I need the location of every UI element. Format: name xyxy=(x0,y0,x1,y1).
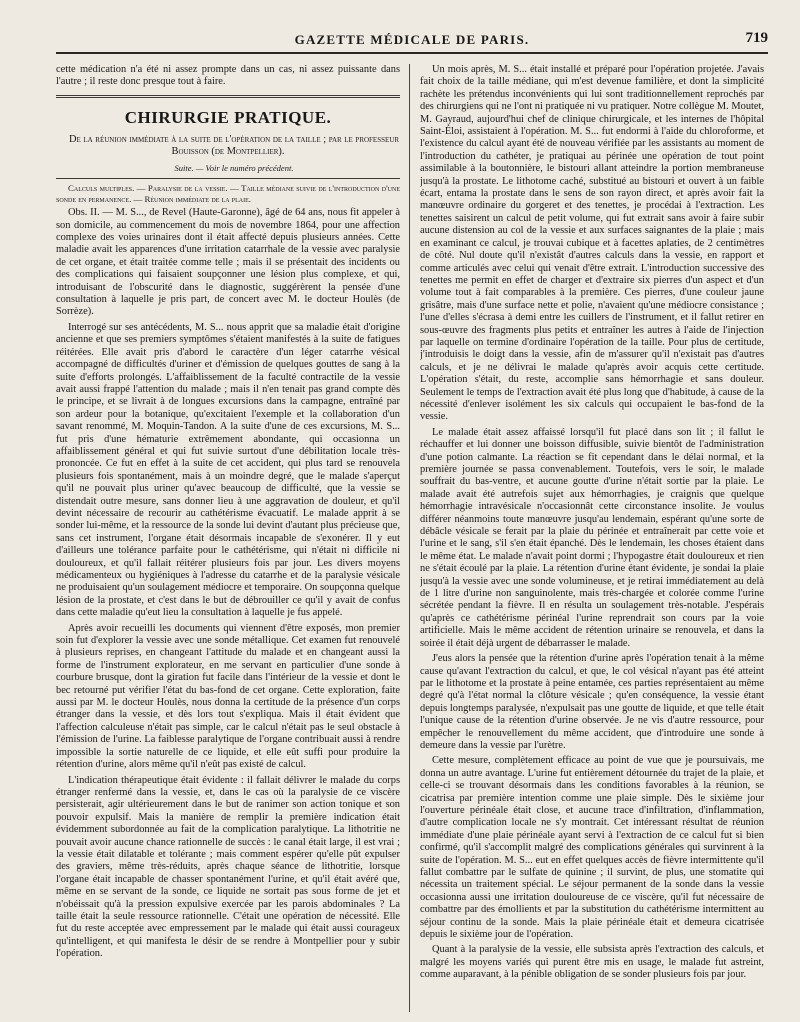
right-column xyxy=(420,64,764,1012)
page-number: 719 xyxy=(745,30,768,46)
article-title: De la réunion immédiate à la suite de l'opération de la taille ; par le professeur Bouisson (de Montpellier). xyxy=(68,133,399,158)
body-paragraph: Un mois après, M. S... était installé et préparé pour l'opération projetée. J'avais fait choix de la taille médiane, qui m'est devenue familière, et dont la simplicité rachète les prétendus inconvénients qui lui sont traditionnellement reprochés par des chirurgiens qui ne l'ont ni pratiquée ni vu pratiquer. Notre collègue M. Moutet, M. Gayraud, aujourd'hui chef de clinique chirurgicale, et les internes de l'hôpital Saint-Éloi, assistaient à l'opération. M. S... fut endormi à l'aide du chloroforme, et l'existence du calcul ayant été de nouveau vérifiée par les assistants au moment de l'introduction du cathéter, je pratiquai au périnée une opération de tout point assimilable à la boutonnière, le bistouri allant atteindre la portion membraneuse jusqu'à la prostate. Le lithotome caché, substitué au bistouri et ouvert à un faible écart, entama la prostate dans le sens de son rayon direct, et après avoir fait la manœuvre ordinaire du gorgeret et des tenettes, je procédai à l'extraction. Les tenettes saisirent un calcul de petit volume, qui fut extrait sans avoir à faire subir aucune distension au col de la vessie et aux surfaces saignantes de la plaie ; mais en examinant ce calcul, je trouvai cubique et à facettes aplaties, de 2 centimètres de côté. Nul doute qu'il n'existât d'autres calculs dans la vessie, en rapport et comme articulés avec celui qui venait d'être extrait. L'introduction successive des tenettes me permit en effet de charger et d'extraire six pierres d'un aspect et d'un volume tout à fait comparables à la première. Ces pierres, d'une couleur jaune grisâtre, mais d'une surface nette et polie, n'avaient qu'une médiocre consistance ; l'une d'elles s'écrasa à demi entre les cuillers de l'instrument, et il fallut retirer en sous-œuvre des fragments plus petits et entraîner les autres à l'aide de l'injection par laquelle on termine d'ordinaire l'opération de la taille. Pour plus de certitude, j'introduisis le doigt dans la vessie, afin de m'assurer qu'il n'existait pas d'autres calculs, et je ne délivrai le malade qu'après avoir acquis cette certitude. L'opération s'était, du reste, accomplie sans hémorrhagie et sans douleur. Seulement le temps de l'extraction avait été plus long que d'habitude, à cause de la nécessité d'enlever isolément les six calculs qui occupaient le bas-fond de la vessie. xyxy=(420,64,764,423)
newspaper-page xyxy=(56,30,768,1015)
body-paragraph: Cette mesure, complètement efficace au point de vue que je poursuivais, me donna un autre avantage. L'urine fut entièrement détournée du trajet de la plaie, et celle-ci se trouvant désormais dans les conditions favorables à la réunion, se cicatrisa par première intention comme une plaie simple. Dès le sixième jour l'ouverture périnéale était close, et aucune trace d'infiltration, d'inflammation, d'autre complication locale ne s'y montrait. Cet intéressant résultat de réunion immédiate d'une plaie périnéale ayant servi à l'extraction de ce calcul fut si bien confirmé, qu'il s'accomplit malgré des complications générales qui survinrent à la suite de l'opération. M. S... eut en effet quelques accès de fièvre intermittente qu'il fallut combattre par le sulfate de quinine ; il survint, de plus, une stomatite qui nécessita un traitement spécial. Le séjour permanent de la sonde dans la vessie occasionna aussi une irritation douloureuse de ce viscère, qu'il fut nécessaire de combattre par des émollients et par la substitution du cathétérisme intermittent au séjour continu de la sonde. Mais la plaie périnéale était et demeura cicatrisée depuis le sixième jour de l'opération. xyxy=(420,755,764,941)
section-title: CHIRURGIE PRATIQUE. xyxy=(124,107,332,127)
continued-note: Suite. — Voir le numéro précédent. xyxy=(174,162,294,173)
carryover-paragraph: cette médication n'a été ni assez prompte dans un cas, ni assez puissante dans l'autre ; il reste donc presque tout à faire. xyxy=(56,64,400,88)
body-paragraph: L'indication thérapeutique était évidente : il fallait délivrer le malade du corps étranger renfermé dans la vessie, et, dans le cas où la paralysie de ce viscère persisterait, agir ultérieurement dans le but de ranimer son action tonique et son pouvoir expulsif. Mais la manière de remplir la première indication était évidemment subordonnée au fait de la complication paralytique. La lithotritie ne pouvait avoir aucune chance rationnelle de succès : le canal était large, il est vrai ; la vessie était dilatable et tolérante ; mais comment espérer qu'elle pût expulser des graviers, même très-réduits, après chaque séance de lithotritie, lorsque l'organe était incapable de chasser spontanément l'urine, et qu'il était avéré que, même en se servant de la sonde, ce liquide ne sortait pas sous forme de jet et n'obéissait qu'à la pression expulsive exercée par les parois abdominales ? La taille était la seule ressource rationnelle. C'était une opération de nécessité. Elle fut du reste acceptée avec empressement par le malade qui était aussi courageux qu'intelligent, et qui manifesta le désir de se rendre à Montpellier pour y subir l'opération. xyxy=(56,774,400,960)
body-paragraph: Après avoir recueilli les documents qui viennent d'être exposés, mon premier soin fut d'explorer la vessie avec une sonde métallique. Cet examen fut renouvelé à plusieurs reprises, en changeant l'attitude du malade et en changeant aussi la forme de l'instrument explorateur, en me servant en particulier d'une sonde à courbure brusque, dont la giration fut facile dans l'intérieur de la vessie et dont le bec retourné put vérifier l'état du bas-fond de cet organe. Cette exploration, faite aussi par M. le docteur Houlès, nous donna la certitude de la présence d'un corps étranger dans la vessie, et dès lors tout s'expliqua. Mais il était évident que l'affection calculeuse n'était pas simple, car le calcul n'était pas le seul obstacle à l'émission de l'urine. La faiblesse paralytique de l'organe contribuait aussi à rendre impossible la sortie naturelle de ce liquide, et elle eût suffi pour produire la rétention d'urine, alors même qu'il n'eût pas existé de calcul. xyxy=(56,622,400,771)
body-paragraph: Le malade était assez affaissé lorsqu'il fut placé dans son lit ; il fallut le réchauffer et lui donner une boisson diffusible, suivie bientôt de l'administration d'une potion calmante. La réaction se fit cependant dans le délai normal, et la première journée se passa convenablement. Toutefois, vers le soir, le malade souffrait du bas-ventre, et aucune goutte d'urine n'était sortie par la plaie. Le malade avait été autrefois sujet aux hémorrhagies, je craignis que quelque hémorrhagie intravésicale n'occasionnât cette circonstance insolite. Je voulus différer néanmoins toute manœuvre jusqu'au lendemain, espérant qu'une sorte de débâcle vésicale se ferait par la plaie du périnée et entraînerait par cette voie et l'urine et le sang, s'il s'en était épanché. Dès le lendemain, les choses étaient dans le même état. Le malade n'avait point dormi ; l'hypogastre était douloureux et rien ne s'était écoulé par la plaie. La rétention d'urine étant évidente, je sondai la plaie jusqu'à la vessie avec une sonde volumineuse, et je retirai immédiatement au delà de 1 litre d'urine non sanguinolente, mais très-chargée et colorée comme l'urine sécrétée pendant la fièvre. Il en résulta un soulagement très-notable. J'espérais qu'après ce cathétérisme périnéal l'urine reprendrait son cours par la voie artificielle. Mais le même accident de rétention urinaire se renouvela, et dans la soirée il était déjà urgent de débarrasser le malade. xyxy=(420,426,764,649)
publication-title: GAZETTE MÉDICALE DE PARIS. xyxy=(294,32,530,47)
article-columns xyxy=(56,64,768,1012)
running-header xyxy=(56,30,768,54)
observation-summary: Calculs multiples. — Paralysie de la vessie. — Taille médiane suivie de l'introduction d'une sonde en permanence. — Réunion immédiate de la plaie. xyxy=(56,183,400,204)
section-divider xyxy=(56,95,400,98)
body-paragraph: Obs. II. — M. S..., de Revel (Haute-Garonne), âgé de 64 ans, nous fit appeler à son domicile, au commencement du mois de novembre 1864, pour une affection complexe des voies urinaires dont il était affecté depuis plusieurs années. Cette maladie avait les apparences d'une irritation catarrhale de la vessie avec paralysie de cet organe, et était traitée comme telle ; mais il se présentait des incidents ou des complications qui faisaient soupçonner une lésion plus complexe, et qui, introduisant de l'obscurité dans le diagnostic, suggérèrent la pensée d'une consultation à laquelle je pris part, de concert avec M. le docteur Houlès (de Sorrèze). xyxy=(56,207,400,318)
column-rule xyxy=(409,64,410,1012)
summary-divider xyxy=(56,178,400,179)
body-paragraph: J'eus alors la pensée que la rétention d'urine après l'opération tenait à la même cause qu'avant l'extraction du calcul, et que, le col vésical n'ayant pas été atteint par le lithotome et la prostate à peine entamée, ces parties représentaient au même degré qu'à l'état normal la clôture vésicale ; qu'en conséquence, la vessie étant depuis longtemps paralysée, n'expulsait pas une goutte de liquide, et que telle était l'unique cause de la rétention d'urine observée. Je ne vis d'autre ressource, pour empêcher le renouvellement du même accident, que d'introduire une sonde à demeure dans la vessie par l'urètre. xyxy=(420,653,764,751)
left-column xyxy=(56,64,400,1012)
body-paragraph: Quant à la paralysie de la vessie, elle subsista après l'extraction des calculs, et malgré les moyens variés qui purent être mis en usage, le malade fut astreint, comme auparavant, à la pénible obligation de se sonder plusieurs fois par jour. xyxy=(420,944,764,981)
body-paragraph: Interrogé sur ses antécédents, M. S... nous apprit que sa maladie était d'origine ancienne et que ses premiers symptômes s'étaient manifestés à la suite de fatigues réitérées. Elle avait pris d'abord le caractère d'un léger catarrhe vésical accompagné de difficultés d'uriner et d'émission de quelques gouttes de sang à la suite d'efforts prolongés. L'affaiblissement de la faculté contractile de la vessie avait aussi frappé l'attention du malade ; mais il n'en tenait pas grand compte dès le principe, et se livrait à de longues excursions dans la campagne, entraîné par son ardeur pour la botanique, qu'excitaient l'exemple et la collaboration d'un savant renommé, M. Moquin-Tandon. A la suite d'une de ces excursions, M. S... fut pris d'une hématurie extrêmement abondante, qui occasionna un affaiblissement général et qui fut suivie surtout d'une débilitation locale très-prononcée. Ce fut en effet à la suite de cet accident, qui plus tard se renouvela plusieurs fois spontanément, mais à un moindre degré, que le malade s'aperçut qu'il ne pouvait plus uriner qu'avec beaucoup de difficulté, que la vessie se distendait outre mesure, sans donner lieu à une aggravation de douleur, et qu'il devint nécessaire de recourir au cathétérisme évacuatif. Le malade apprit à se sonder lui-même, et la ressource de la sonde lui devint d'autant plus précieuse que, sans cet instrument, l'organe était désormais incapable de s'exonérer. Il y eut d'ailleurs une tolérance parfaite pour le cathétérisme, qui n'était ni difficile ni douloureux, et qu'il fallait réitérer plusieurs fois par jour. Les divers moyens médicamenteux ou hygiéniques à l'adresse du catarrhe et de la paralysie vésicale ne produisaient qu'un soulagement médiocre et temporaire. On soupçonna quelque lésion de la prostate, et c'est dans le but de débrouiller ce qu'il y avait de confus dans cette maladie qu'eut lieu la consultation à laquelle je fus appelé. xyxy=(56,321,400,619)
